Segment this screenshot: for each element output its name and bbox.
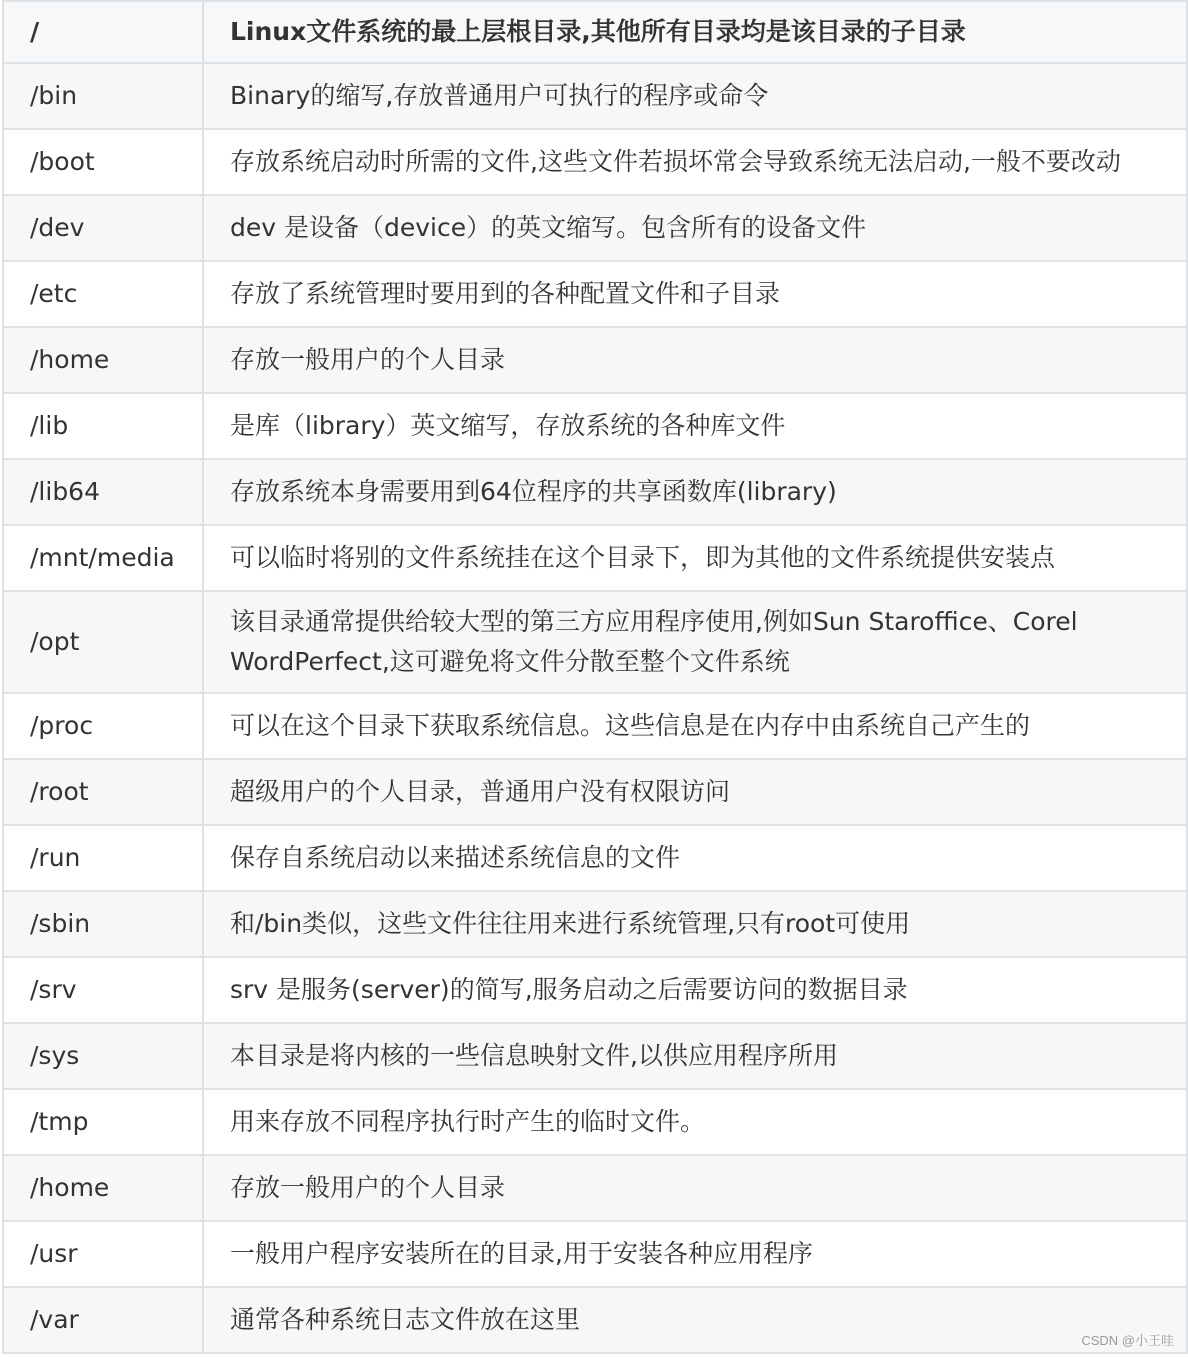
table-row — [3, 129, 1187, 195]
description-cell: srv 是服务(server)的简写,服务启动之后需要访问的数据目录 — [203, 957, 1187, 1023]
table-row — [3, 459, 1187, 525]
description-cell: 和/bin类似，这些文件往往用来进行系统管理,只有root可使用 — [203, 891, 1187, 957]
path-cell: /lib — [3, 393, 203, 459]
path-cell: /mnt/media — [3, 525, 203, 591]
table-row — [3, 1089, 1187, 1155]
path-cell: /var — [3, 1287, 203, 1353]
description-cell: 超级用户的个人目录，普通用户没有权限访问 — [203, 759, 1187, 825]
csdn-watermark: CSDN @小王哇 — [1081, 1333, 1174, 1348]
path-cell: /root — [3, 759, 203, 825]
description-cell: 用来存放不同程序执行时产生的临时文件。 — [203, 1089, 1187, 1155]
path-cell: /lib64 — [3, 459, 203, 525]
path-cell: /bin — [3, 63, 203, 129]
path-cell: /sys — [3, 1023, 203, 1089]
linux-directory-table — [2, 0, 1188, 1354]
description-cell: 一般用户程序安装所在的目录,用于安装各种应用程序 — [203, 1221, 1187, 1287]
table-row — [3, 759, 1187, 825]
table-row — [3, 891, 1187, 957]
table-row — [3, 1287, 1187, 1353]
description-cell: 存放一般用户的个人目录 — [203, 1155, 1187, 1221]
description-cell: 存放一般用户的个人目录 — [203, 327, 1187, 393]
table-row — [3, 1023, 1187, 1089]
description-cell: 保存自系统启动以来描述系统信息的文件 — [203, 825, 1187, 891]
path-cell: /home — [3, 1155, 203, 1221]
path-cell: /opt — [3, 591, 203, 693]
description-cell: 可以在这个目录下获取系统信息。这些信息是在内存中由系统自己产生的 — [203, 693, 1187, 759]
description-cell: 存放了系统管理时要用到的各种配置文件和子目录 — [203, 261, 1187, 327]
table-row — [3, 825, 1187, 891]
path-cell: /dev — [3, 195, 203, 261]
table-row — [3, 693, 1187, 759]
table-row — [3, 525, 1187, 591]
path-cell: /tmp — [3, 1089, 203, 1155]
header-path-cell: / — [3, 1, 203, 63]
path-cell: /home — [3, 327, 203, 393]
table-row — [3, 957, 1187, 1023]
table-row — [3, 591, 1187, 693]
path-cell: /boot — [3, 129, 203, 195]
path-cell: /proc — [3, 693, 203, 759]
path-cell: /usr — [3, 1221, 203, 1287]
table-row — [3, 1155, 1187, 1221]
path-cell: /srv — [3, 957, 203, 1023]
description-cell: 是库（library）英文缩写，存放系统的各种库文件 — [203, 393, 1187, 459]
table-row — [3, 327, 1187, 393]
description-cell: 存放系统启动时所需的文件,这些文件若损坏常会导致系统无法启动,一般不要改动 — [203, 129, 1187, 195]
table-row — [3, 1221, 1187, 1287]
description-cell: 可以临时将别的文件系统挂在这个目录下，即为其他的文件系统提供安装点 — [203, 525, 1187, 591]
table-row — [3, 195, 1187, 261]
table-row — [3, 261, 1187, 327]
table-row — [3, 393, 1187, 459]
path-cell: /run — [3, 825, 203, 891]
description-cell: 本目录是将内核的一些信息映射文件,以供应用程序所用 — [203, 1023, 1187, 1089]
path-cell: /sbin — [3, 891, 203, 957]
path-cell: /etc — [3, 261, 203, 327]
table-row — [3, 63, 1187, 129]
description-cell: Binary的缩写,存放普通用户可执行的程序或命令 — [203, 63, 1187, 129]
description-cell: dev 是设备（device）的英文缩写。包含所有的设备文件 — [203, 195, 1187, 261]
table-header-row — [3, 1, 1187, 63]
description-cell: 通常各种系统日志文件放在这里 — [203, 1287, 1187, 1353]
header-description-cell: Linux文件系统的最上层根目录,其他所有目录均是该目录的子目录 — [203, 1, 1187, 63]
description-cell: 存放系统本身需要用到64位程序的共享函数库(library) — [203, 459, 1187, 525]
description-cell: 该目录通常提供给较大型的第三方应用程序使用,例如Sun Staroffice、Corel WordPerfect,这可避免将文件分散至整个文件系统 — [203, 591, 1187, 693]
